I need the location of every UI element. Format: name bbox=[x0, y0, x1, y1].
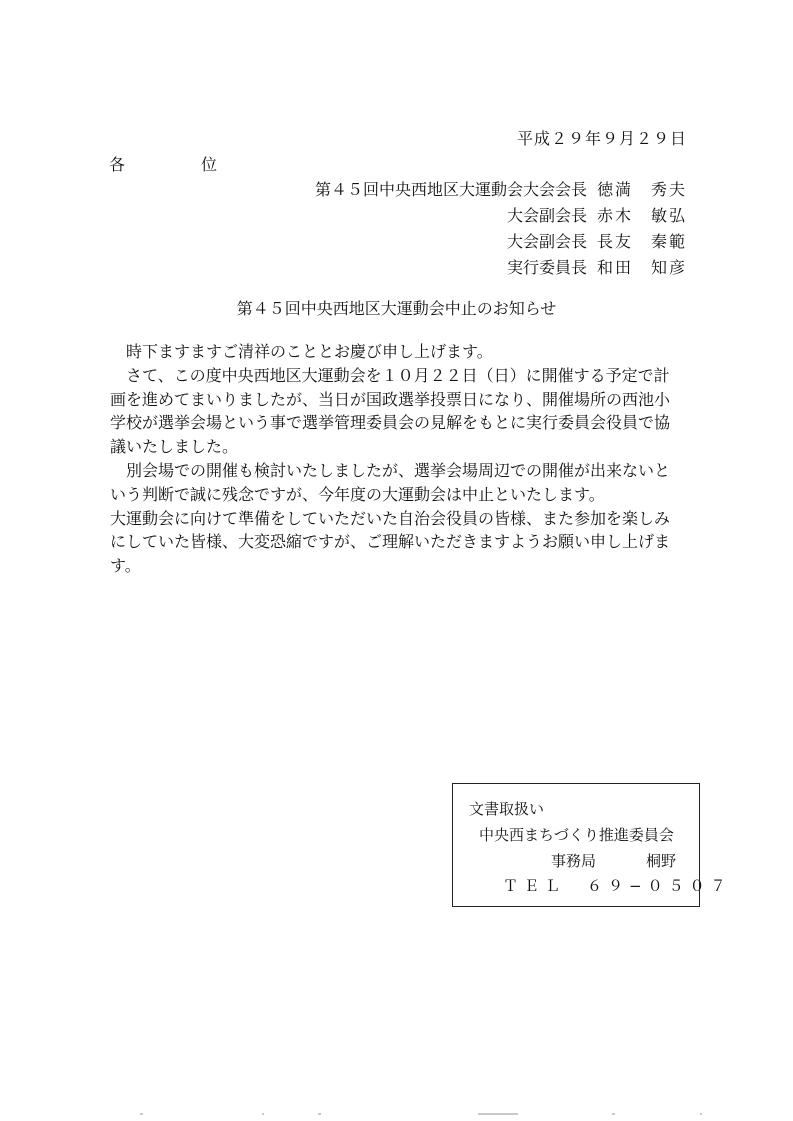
scan-edge-marks bbox=[0, 1111, 793, 1117]
sender-name: 赤木 敏弘 bbox=[597, 206, 688, 225]
contact-box bbox=[452, 783, 732, 907]
body-line: 議いたしました。 bbox=[110, 437, 239, 457]
document-date: 平成２９年９月２９日 bbox=[516, 129, 687, 148]
body-line: す。 bbox=[110, 556, 141, 576]
sender-line bbox=[269, 255, 689, 281]
sender-line bbox=[269, 177, 689, 203]
sender-role: 大会副会長 bbox=[506, 232, 587, 251]
body-line: 学校が選挙会場という事で選挙管理委員会の見解をもとに実行委員会役員で協 bbox=[110, 413, 671, 433]
sender-line bbox=[269, 229, 689, 255]
addressee: 各 位 bbox=[109, 155, 248, 174]
body-line: 大運動会に向けて準備をしていただいた自治会役員の皆様、また参加を楽しみ bbox=[110, 508, 671, 528]
body-line: いう判断で誠に残念ですが、今年度の大運動会は中止といたします。 bbox=[110, 484, 605, 504]
body-line: にしていた皆様、大変恐縮ですが、ご理解いただきますようお願い申し上げま bbox=[110, 532, 671, 552]
body-line: さて、この度中央西地区大運動会を１０月２２日（日）に開催する予定で計 bbox=[110, 365, 670, 385]
notice-title: 第４５回中央西地区大運動会中止のお知らせ bbox=[236, 299, 557, 318]
contact-organization: 中央西まちづくり推進委員会 bbox=[479, 826, 674, 844]
body-line: 別会場での開催も検討いたしましたが、選挙会場周辺での開催が出来ないと bbox=[110, 460, 671, 480]
contact-office: 事務局 bbox=[551, 852, 597, 870]
body-line: 画を進めてまいりましたが、当日が国政選挙投票日になり、開催場所の西池小 bbox=[110, 389, 671, 409]
sender-name: 長友 秦範 bbox=[597, 232, 688, 251]
sender-name: 徳満 秀夫 bbox=[597, 180, 688, 199]
contact-heading: 文書取扱い bbox=[469, 800, 545, 818]
sender-name: 和田 知彦 bbox=[597, 258, 688, 277]
notice-body bbox=[110, 340, 700, 578]
body-line: 時下ますますご清祥のこととお慶び申し上げます。 bbox=[110, 342, 493, 361]
sender-block bbox=[269, 177, 689, 281]
contact-phone: ＴＥＬ ６９−０５０７ bbox=[503, 877, 732, 895]
sender-role: 第４５回中央西地区大運動会大会会長 bbox=[314, 180, 587, 199]
sender-role: 大会副会長 bbox=[506, 206, 587, 225]
sender-line bbox=[269, 203, 689, 229]
contact-person: 桐野 bbox=[646, 852, 677, 870]
sender-role: 実行委員長 bbox=[506, 258, 587, 277]
